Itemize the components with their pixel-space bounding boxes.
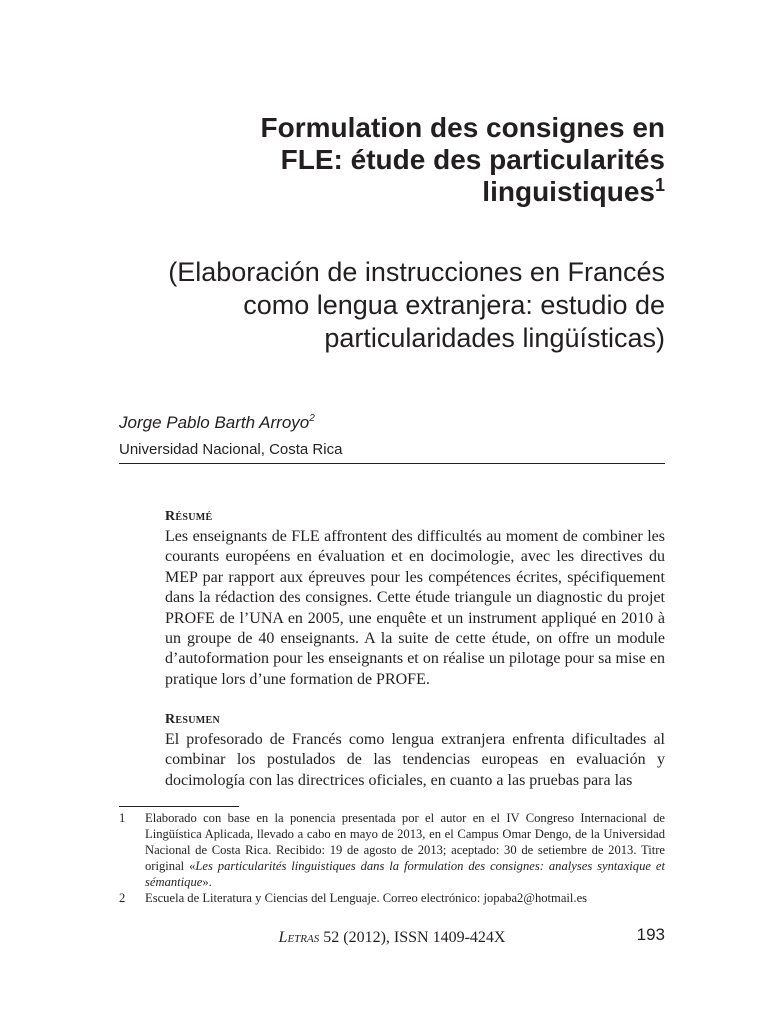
- journal-name: Letras: [278, 929, 320, 946]
- footnote-number: 1: [119, 811, 126, 825]
- footnote: [119, 890, 665, 906]
- resumen-section: [165, 712, 665, 791]
- footnote-text: Escuela de Literatura y Ciencias del Lenguaje. Correo electrónico: jopaba2@hotmail.es: [145, 891, 588, 905]
- author-footnote-ref[interactable]: 2: [309, 413, 315, 424]
- resume-section: [165, 509, 665, 690]
- subtitle-line: particularidades lingüísticas): [324, 323, 665, 353]
- footnote-text-main: Elaborado con base en la ponencia presentada por el autor en el IV Congreso Internacional de Lingüística Aplicada, llevado a cabo en mayo de 2013, en el Campus Omar Dengo, de la Universidad Nacional de Costa Rica. Recibido: 19 de agosto de 2013; aceptado: 30 de setiembre de 2013. Titre original «: [145, 811, 665, 873]
- title-footnote-ref[interactable]: 1: [654, 175, 665, 195]
- article-subtitle: [110, 256, 665, 355]
- author-name: [119, 412, 315, 434]
- title-line: Formulation des consignes en: [260, 112, 665, 143]
- resume-heading: Résumé: [165, 509, 213, 524]
- resumen-heading: Resumen: [165, 712, 220, 727]
- title-line-text: linguistiques: [482, 176, 655, 207]
- footnote-number: 2: [119, 891, 126, 905]
- journal-citation: [119, 928, 665, 948]
- footnote-divider: [119, 806, 239, 807]
- footnote-text-end: ».: [202, 875, 212, 889]
- citation-details: 52 (2012), ISSN 1409-424X: [319, 929, 506, 946]
- footnote-original-title: Les particularités linguistiques dans la formulation des consignes: analyses syntaxique et sémantique: [145, 859, 665, 889]
- header-divider: [119, 463, 665, 464]
- author-name-text: Jorge Pablo Barth Arroyo: [119, 413, 310, 432]
- footnote: [119, 810, 665, 890]
- footnotes: [119, 810, 665, 906]
- subtitle-line: como lengua extranjera: estudio de: [243, 290, 665, 320]
- title-line: [130, 176, 665, 208]
- page-number: 193: [636, 925, 665, 944]
- footnote-text: [145, 810, 665, 890]
- subtitle-line: (Elaboración de instrucciones en Francés: [168, 257, 665, 287]
- author-affiliation: Universidad Nacional, Costa Rica: [119, 441, 343, 458]
- title-line: FLE: étude des particularités: [280, 144, 665, 175]
- resumen-text: El profesorado de Francés como lengua extranjera enfrenta dificultades al combinar los postulados de las tendencias europeas en evaluación y docimología con las directrices oficiales, en cuanto a las pruebas para las: [165, 731, 665, 789]
- resume-text: Les enseignants de FLE affrontent des difficultés au moment de combiner les courants européens en évaluation et en docimologie, avec les directives du MEP par rapport aux épreuves pour les compétences écrites, spécifiquement dans la rédaction des consignes. Cette étude triangule un diagnostic du projet PROFE de l’UNA en 2005, une enquête et un instrument appliqué en 2010 à un groupe de 40 enseignants. A la suite de cette étude, on offre un module d’autoformation pour les enseignants et on réalise un pilotage pour sa mise en pratique lors d’une formation de PROFE.: [165, 528, 665, 688]
- article-title: [130, 112, 665, 208]
